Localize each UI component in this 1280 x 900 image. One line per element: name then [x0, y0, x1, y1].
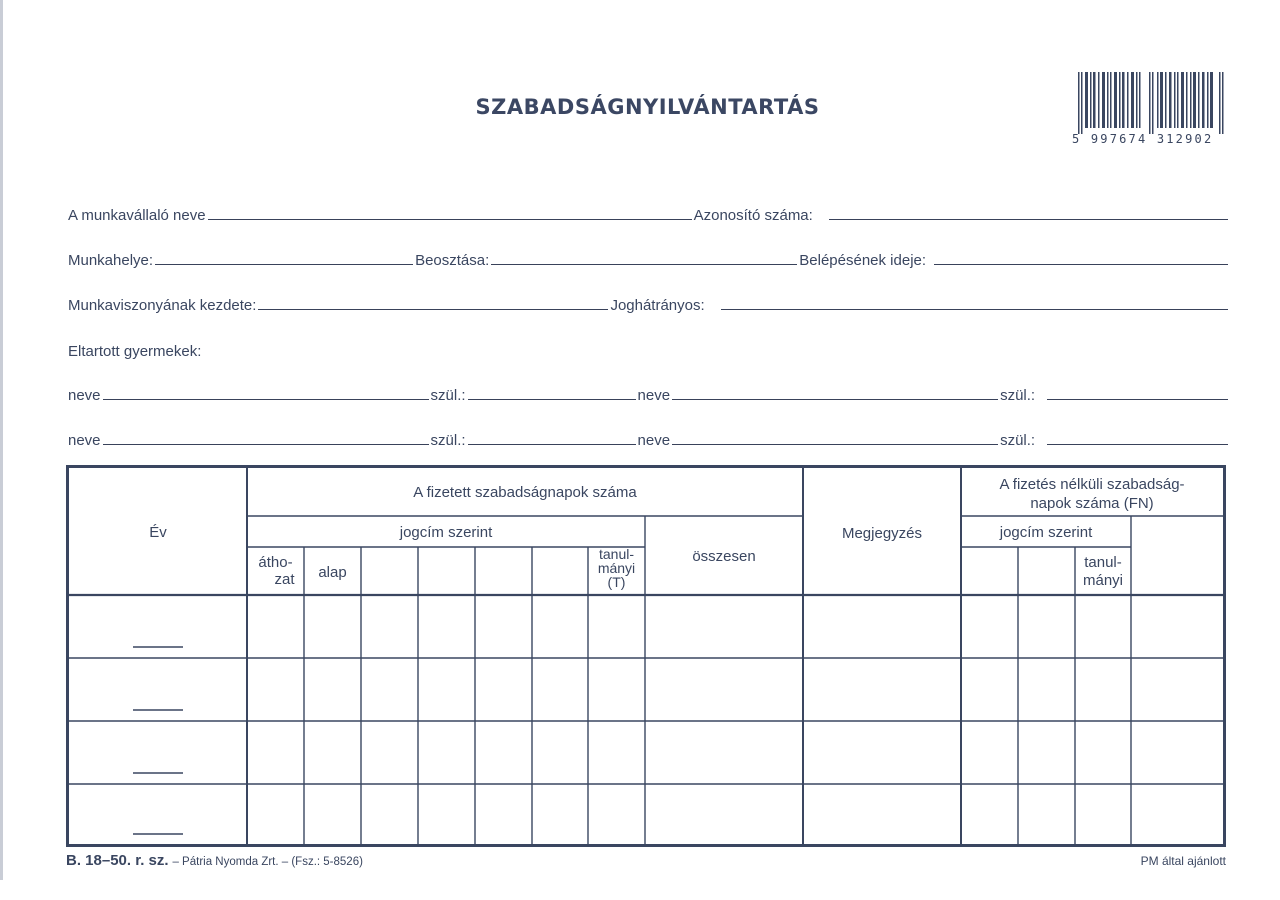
child-birth-label: szül.: [430, 432, 466, 449]
child-name-field[interactable] [672, 444, 998, 445]
child-birth-label: szül.: [1000, 432, 1036, 449]
employee-name-field[interactable] [208, 219, 692, 220]
form-code-number: B. 18–50. r. sz. [66, 852, 169, 869]
position-field[interactable] [491, 264, 797, 265]
remarks-header: Megjegyzés [841, 525, 923, 542]
carryover-header: átho- zat [258, 554, 295, 588]
child-name-label: neve [68, 387, 101, 404]
child-birth-field[interactable] [1047, 399, 1228, 400]
child-name-label: neve [637, 387, 671, 404]
child-birth-label: szül.: [1000, 387, 1036, 404]
child-name-label: neve [68, 432, 101, 449]
field-row-workplace [66, 245, 1228, 269]
field-row-name [66, 200, 1228, 224]
unpaid-by-title-header: jogcím szerint [999, 524, 1093, 541]
id-number-label: Azonosító száma: [693, 207, 813, 224]
form-code [66, 852, 363, 869]
leave-table [66, 465, 1226, 847]
unpaid-days-header: A fizetés nélküli szabadság- napok száma (FN) [999, 476, 1185, 512]
child-name-field[interactable] [103, 399, 429, 400]
disadvantaged-label: Joghátrányos: [610, 297, 705, 314]
employment-start-label: Munkaviszonyának kezdete: [68, 297, 257, 314]
paid-by-title-header: jogcím szerint [399, 524, 493, 541]
position-label: Beosztása: [415, 252, 490, 269]
employment-start-field[interactable] [258, 309, 608, 310]
child-birth-label: szül.: [430, 387, 466, 404]
entry-date-label: Belépésének ideje: [799, 252, 927, 269]
year-header: Év [149, 524, 167, 541]
child-birth-field[interactable] [468, 444, 636, 445]
recommended-by: PM által ajánlott [1140, 854, 1226, 868]
child-name-label: neve [637, 432, 671, 449]
total-header: összesen [692, 548, 756, 565]
dependent-children-label: Eltartott gyermekek: [68, 343, 202, 360]
paid-days-header: A fizetett szabadságnapok száma [413, 484, 637, 501]
barcode [1072, 72, 1228, 152]
employee-name-label: A munkavállaló neve [68, 207, 206, 224]
workplace-field[interactable] [155, 264, 413, 265]
id-number-field[interactable] [829, 219, 1228, 220]
base-header: alap [318, 564, 347, 581]
workplace-label: Munkahelye: [68, 252, 154, 269]
study-unpaid-header: tanul- mányi [1082, 554, 1123, 589]
page-edge [0, 0, 3, 880]
barcode-number: 5 997674 312902 [1072, 132, 1214, 146]
disadvantaged-field[interactable] [721, 309, 1228, 310]
child-name-field[interactable] [672, 399, 998, 400]
barcode-bars [1078, 72, 1228, 134]
study-paid-header: tanul- mányi (T) [597, 546, 636, 590]
page-title: SZABADSÁGNYILVÁNTARTÁS [475, 95, 820, 119]
child-birth-field[interactable] [1047, 444, 1228, 445]
child-birth-field[interactable] [468, 399, 636, 400]
child-row-1 [66, 380, 1228, 404]
publisher-info: – Pátria Nyomda Zrt. – (Fsz.: 5-8526) [172, 856, 363, 868]
field-row-employment [66, 290, 1228, 314]
child-row-2 [66, 425, 1228, 449]
field-row-children-title [66, 336, 1228, 360]
entry-date-field[interactable] [934, 264, 1228, 265]
child-name-field[interactable] [103, 444, 429, 445]
